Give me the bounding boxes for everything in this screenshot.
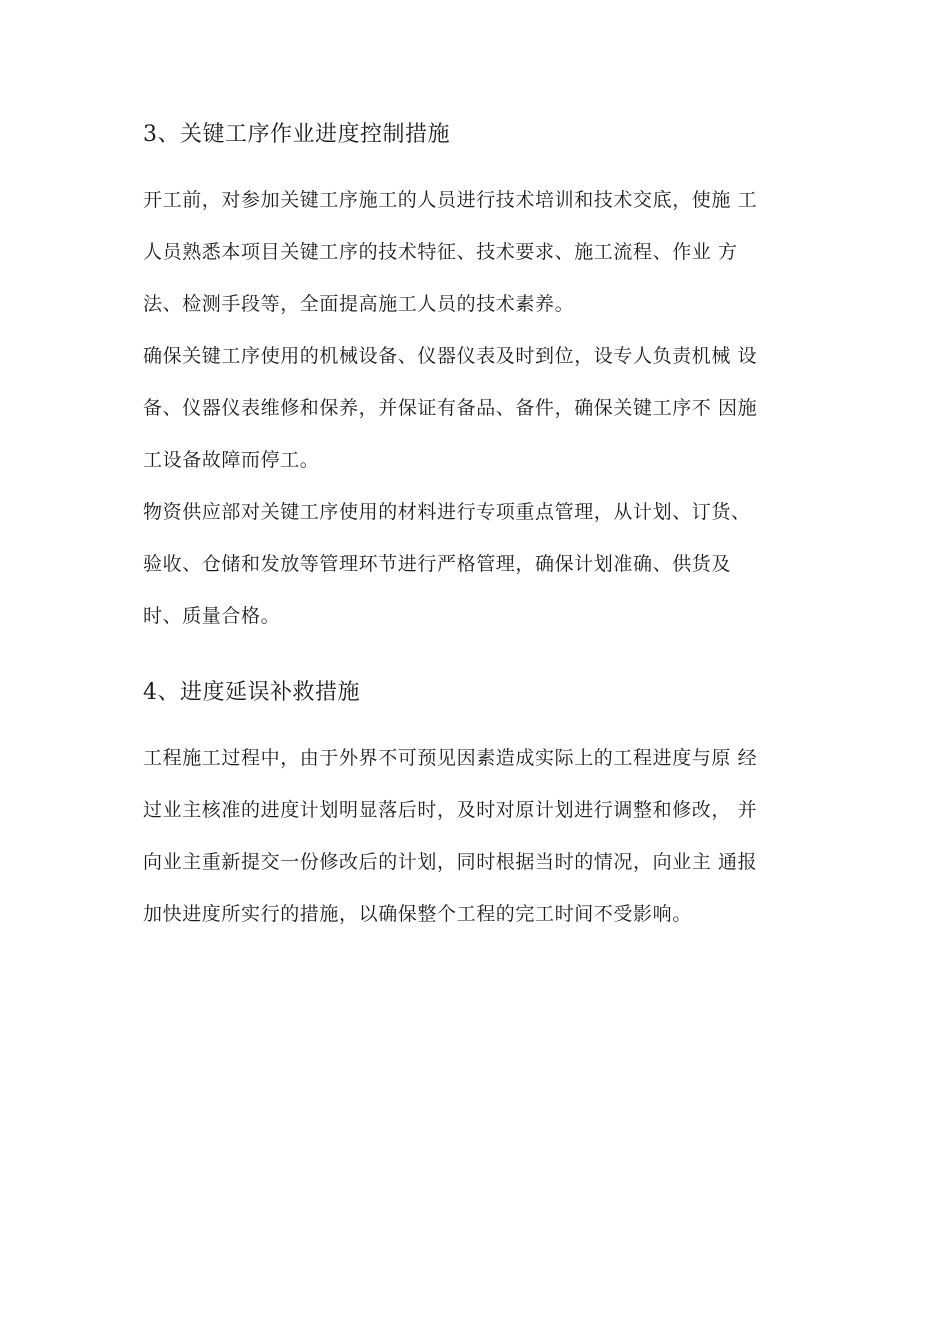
paragraph-materials (143, 486, 833, 642)
text-line: 时、质量合格。 (143, 605, 281, 627)
spacer (143, 160, 833, 174)
text-line: 验收、仓储和发放等管理环节进行严格管理，确保计划准确、供货及 (143, 553, 732, 575)
text-line: 物资供应部对关键工序使用的材料进行专项重点管理，从计划、订货、 (143, 501, 751, 523)
spacer (143, 642, 833, 668)
spacer (143, 718, 833, 732)
text-line: 加快进度所实行的措施，以确保整个工程的完工时间不受影响。 (143, 903, 692, 925)
text-line: 过业主核准的进度计划明显落后时，及时对原计划进行调整和修改， 并 (143, 799, 758, 821)
text-line: 向业主重新提交一份修改后的计划，同时根据当时的情况，向业主 通报 (143, 851, 758, 873)
section-heading-3: 3、关键工序作业进度控制措施 (143, 122, 450, 147)
paragraph-remedy (143, 732, 833, 940)
paragraph-equipment (143, 330, 833, 486)
text-line: 人员熟悉本项目关键工序的技术特征、技术要求、施工流程、作业 方 (143, 241, 738, 263)
text-line: 法、检测手段等，全面提高施工人员的技术素养。 (143, 293, 575, 315)
text-line: 确保关键工序使用的机械设备、仪器仪表及时到位，设专人负责机械 设 (143, 345, 758, 367)
text-line: 工设备故障而停工。 (143, 449, 320, 471)
document-body (143, 110, 833, 940)
paragraph-training (143, 174, 833, 330)
text-line: 备、仪器仪表维修和保养，并保证有备品、备件，确保关键工序不 因施 (143, 397, 758, 419)
text-line: 工程施工过程中，由于外界不可预见因素造成实际上的工程进度与原 经 (143, 747, 758, 769)
text-line: 开工前，对参加关键工序施工的人员进行技术培训和技术交底，使施 工 (143, 189, 758, 211)
section-heading-4: 4、进度延误补救措施 (143, 680, 360, 705)
